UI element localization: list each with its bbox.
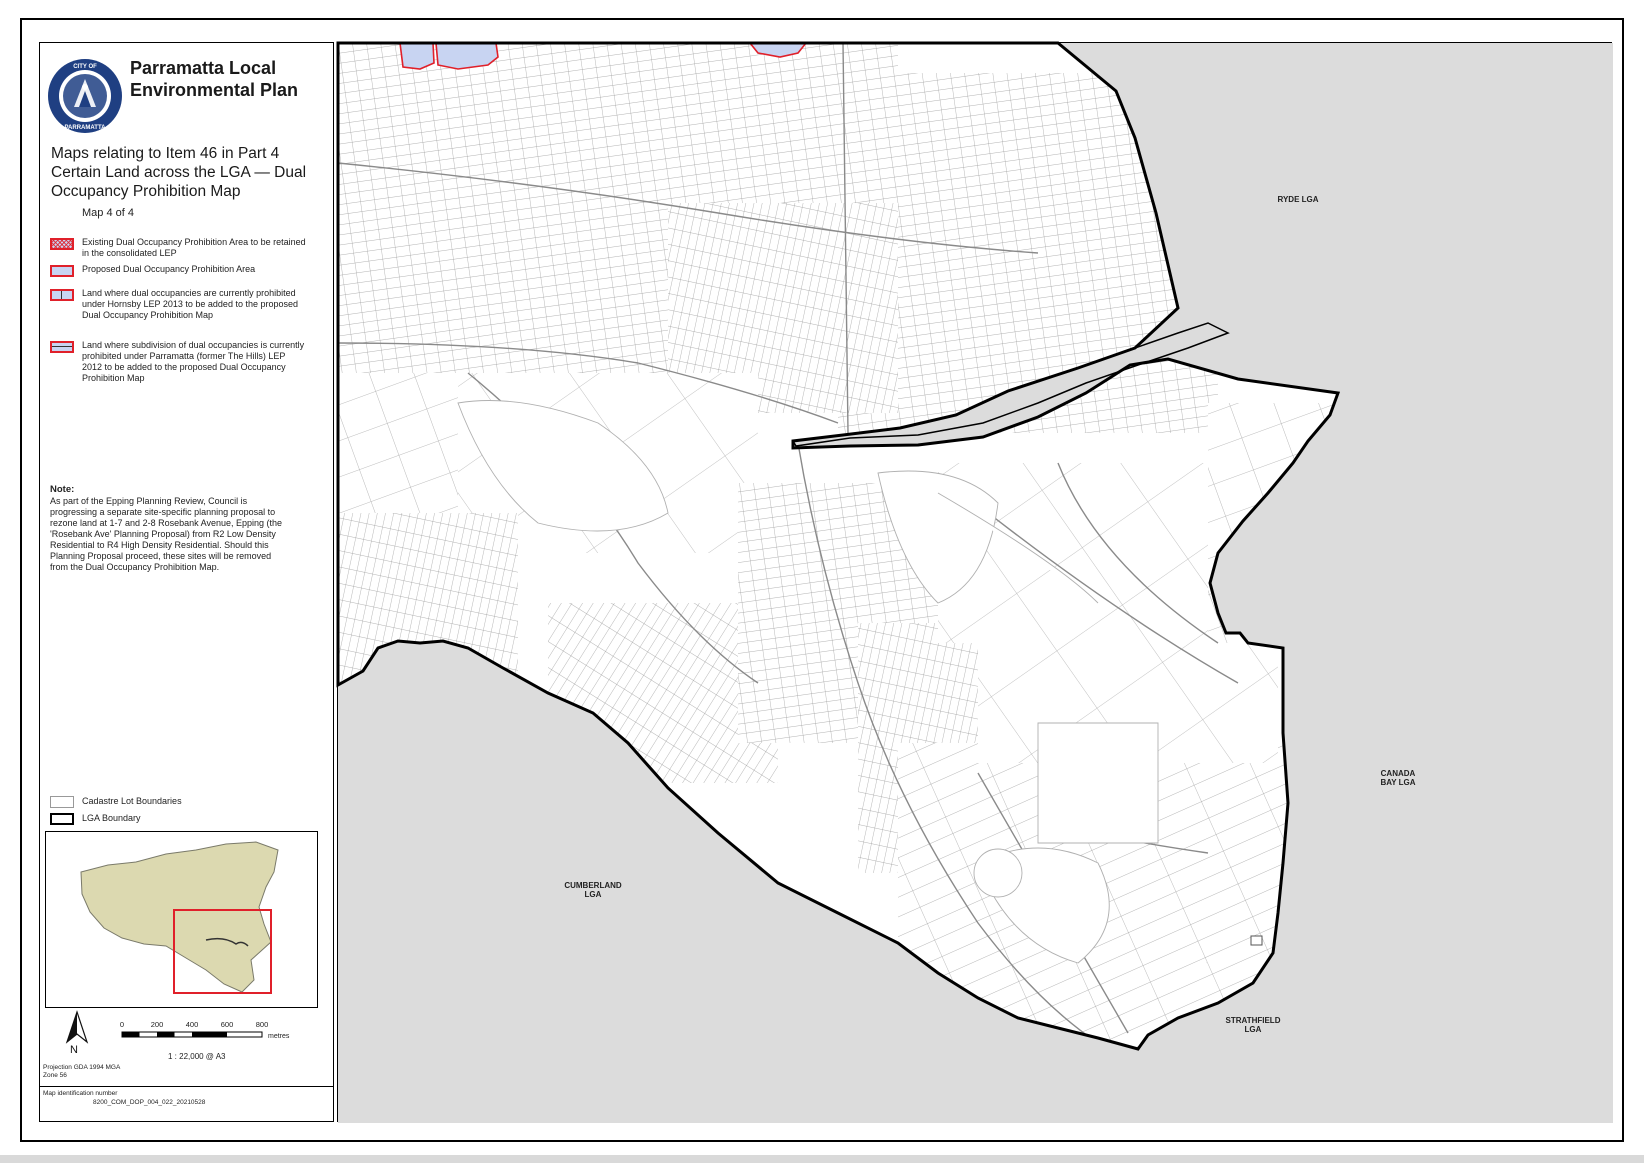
plan-title: Parramatta Local Environmental Plan <box>130 58 299 100</box>
legend-panel <box>39 42 334 1122</box>
label-strathfield-lga: STRATHFIELD LGA <box>1225 1016 1281 1034</box>
projection-text: Projection GDA 1994 MGA Zone 56 <box>43 1064 120 1079</box>
legend-swatch-proposed <box>50 265 74 277</box>
window-bottom-bar <box>0 1155 1644 1163</box>
council-seal-icon <box>46 57 124 135</box>
note-heading: Note: <box>50 484 75 495</box>
legend-swatch-hills <box>50 341 74 353</box>
inset-lga-shape <box>81 842 278 992</box>
map-id-value: 8200_COM_DOP_004_022_20210528 <box>93 1099 206 1106</box>
svg-text:CITY OF: CITY OF <box>73 64 97 70</box>
scale-tick-0: 0 <box>119 1020 125 1029</box>
map-canvas <box>338 43 1613 1123</box>
scale-tick-400: 400 <box>185 1020 199 1029</box>
inset-locator-map <box>45 831 318 1008</box>
legend-swatch-hornsby <box>50 289 74 301</box>
legend-swatch-lga-boundary <box>50 813 74 825</box>
legend-label-proposed: Proposed Dual Occupancy Prohibition Area <box>82 264 256 274</box>
isolated-lot <box>1251 936 1262 945</box>
scale-tick-200: 200 <box>150 1020 164 1029</box>
legend-divider <box>40 1086 333 1087</box>
legend-label-hills: Land where subdivision of dual occupancies is currently prohibited under Parramatta (former The Hills) LEP 2012 to be added to the proposed Dual Occupancy Prohibition Map <box>82 340 305 383</box>
legend-label-lga-boundary: LGA Boundary <box>82 813 141 823</box>
scale-unit: metres <box>268 1033 290 1040</box>
main-map[interactable] <box>337 42 1612 1122</box>
label-ryde-lga: RYDE LGA <box>1277 195 1319 204</box>
note-body: As part of the Epping Planning Review, Council is progressing a separate site-specific planning proposal to rezone land at 1-7 and 2-8 Rosebank Avenue, Epping (the 'Rosebank Ave' Planning Proposal) from R2 Low Density Residential to R4 High Density Residential. Should this Planning Proposal proceed, these sites will be removed from the Dual Occupancy Prohibition Map. <box>50 496 283 572</box>
north-letter: N <box>70 1044 78 1056</box>
legend-label-cadastre: Cadastre Lot Boundaries <box>82 796 182 806</box>
legend-swatch-cadastre <box>50 796 74 808</box>
map-id-label: Map identification number <box>43 1090 118 1097</box>
svg-text:PARRAMATTA: PARRAMATTA <box>64 125 106 131</box>
label-canada-bay-lga: CANADA BAY LGA <box>1380 769 1416 787</box>
legend-label-hornsby: Land where dual occupancies are currently prohibited under Hornsby LEP 2013 to be added to the proposed Dual Occupancy Prohibition Map <box>82 288 298 320</box>
scale-ratio: 1 : 22,000 @ A3 <box>168 1052 226 1061</box>
map-number: Map 4 of 4 <box>82 207 134 219</box>
label-cumberland-lga: CUMBERLAND LGA <box>564 881 622 899</box>
scale-tick-600: 600 <box>220 1020 234 1029</box>
legend-swatch-existing <box>50 238 74 250</box>
legend-label-existing: Existing Dual Occupancy Prohibition Area to be retained in the consolidated LEP <box>82 237 306 258</box>
scale-bar <box>119 1017 312 1043</box>
scale-tick-800: 800 <box>255 1020 269 1029</box>
map-title: Maps relating to Item 46 in Part 4 Certain Land across the LGA — Dual Occupancy Prohibition Map <box>51 145 307 200</box>
